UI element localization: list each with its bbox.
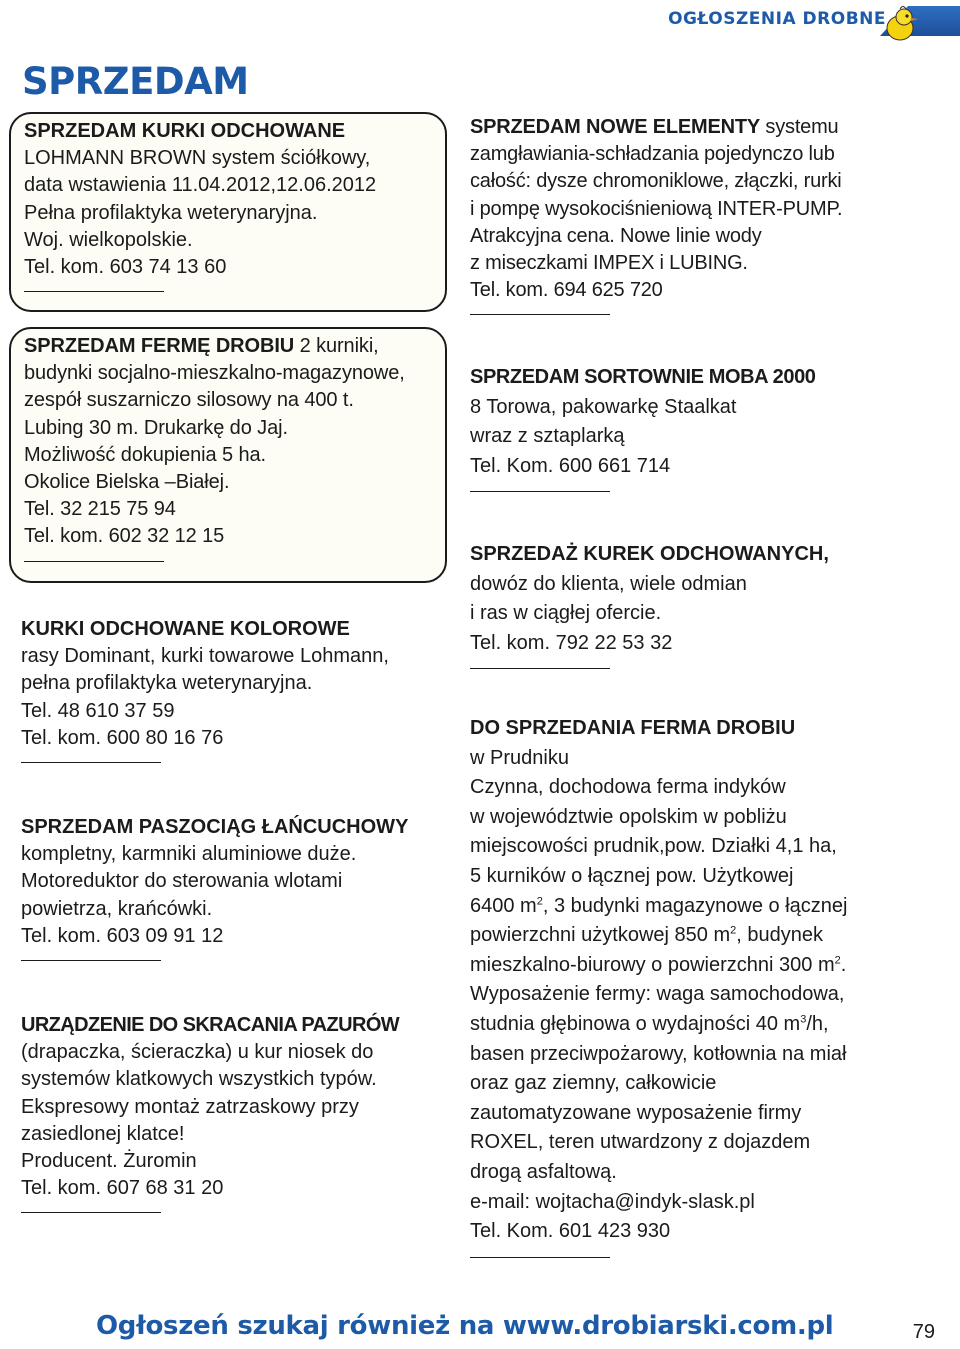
- area-text: mieszkalno-biurowy o powierzchni 300 m: [470, 953, 835, 976]
- ad-line: zautomatyzowane wyposażenie firmy: [470, 1101, 802, 1124]
- divider: [24, 291, 164, 292]
- area-text: , budynek: [736, 924, 823, 947]
- ad-phone: Tel. 32 215 75 94: [24, 498, 176, 521]
- ad-line: całość: dysze chromoniklowe, złączki, rurki: [470, 170, 842, 193]
- ad-phone: Tel. Kom. 601 423 930: [470, 1220, 671, 1243]
- ad-line: rasy Dominant, kurki towarowe Lohmann,: [21, 645, 389, 668]
- ad-phone: Tel. kom. 607 68 31 20: [21, 1177, 224, 1200]
- ad-line: zasiedlonej klatce!: [21, 1122, 185, 1145]
- ad-line: drogą asfaltową.: [470, 1160, 617, 1183]
- divider: [21, 762, 161, 763]
- ad-pazury: [21, 1012, 446, 1213]
- ad-ferma-prudnik: [470, 714, 940, 1258]
- ad-kurki-odchowane: [9, 112, 447, 312]
- divider: [470, 314, 610, 315]
- ad-title: KURKI ODCHOWANE KOLOROWE: [21, 618, 350, 640]
- ad-line: Pełna profilaktyka weterynaryjna.: [24, 201, 318, 224]
- area-sup: 2: [536, 894, 543, 907]
- ad-phone: Tel. 48 610 37 59: [21, 699, 175, 722]
- ad-phone: Tel. kom. 600 80 16 76: [21, 726, 224, 749]
- ad-phone: Tel. kom. 602 32 12 15: [24, 525, 225, 548]
- ad-line: wraz z sztaplarką: [470, 425, 625, 448]
- ad-line: Ekspresowy montaż zatrzaskowy przy: [21, 1095, 359, 1118]
- ad-line: Wyposażenie fermy: waga samochodowa,: [470, 983, 845, 1006]
- ad-line: systemów klatkowych wszystkich typów.: [21, 1068, 377, 1091]
- divider: [470, 491, 610, 492]
- ad-line: pełna profilaktyka weterynaryjna.: [21, 672, 313, 695]
- ad-nowe-elementy: [470, 114, 940, 315]
- ad-line: Atrakcyjna cena. Nowe linie wody: [470, 224, 762, 247]
- ad-line: w Prudniku: [470, 746, 569, 769]
- ad-line: budynki socjalno-mieszkalno-magazynowe,: [24, 362, 405, 385]
- ad-line: zamgławiania-schładzania pojedynczo lub: [470, 143, 835, 166]
- ad-kurki-kolorowe: [21, 616, 446, 763]
- header-label: OGŁOSZENIA DROBNE: [668, 9, 886, 29]
- area-sup: 2: [834, 954, 841, 967]
- ad-line: i pompę wysokociśnieniową INTER-PUMP.: [470, 197, 843, 220]
- ad-line: basen przeciwpożarowy, kotłownia na miał: [470, 1042, 847, 1065]
- ad-title-rest: systemu: [760, 116, 839, 138]
- ad-email[interactable]: e-mail: wojtacha@indyk-slask.pl: [470, 1190, 755, 1213]
- area-text: , 3 budynki magazynowe o łącznej: [542, 894, 848, 917]
- ad-title: SPRZEDAM FERMĘ DROBIU: [24, 335, 295, 357]
- ad-line: powietrza, krańcówki.: [21, 897, 213, 920]
- ad-title: SPRZEDAM KURKI ODCHOWANE: [24, 120, 346, 142]
- ad-line: z miseczkami IMPEX i LUBING.: [470, 252, 748, 275]
- ad-phone: Tel. kom. 694 625 720: [470, 279, 663, 302]
- ad-phone: Tel. kom. 603 74 13 60: [24, 256, 227, 279]
- chick-icon: [882, 4, 922, 44]
- ad-title-line: [470, 114, 940, 141]
- ad-line: ROXEL, teren utwardzony z dojazdem: [470, 1131, 811, 1154]
- area-text: powierzchni użytkowej 850 m: [470, 924, 731, 947]
- ad-line: Lubing 30 m. Drukarkę do Jaj.: [24, 416, 288, 439]
- ad-phone: Tel. kom. 603 09 91 12: [21, 924, 224, 947]
- area-text: 6400 m: [470, 894, 537, 917]
- ad-line: zespół suszarniczo silosowy na 400 t.: [24, 389, 354, 412]
- ad-line: i ras w ciągłej ofercie.: [470, 602, 662, 625]
- section-title: SPRZEDAM: [22, 60, 249, 103]
- capacity-text: studnia głębinowa o wydajności 40 m: [470, 1012, 801, 1035]
- ad-line: Producent. Żuromin: [21, 1150, 197, 1173]
- ad-line: w województwie opolskim w pobliżu: [470, 805, 787, 828]
- area-text: .: [840, 953, 847, 976]
- ad-line: kompletny, karmniki aluminiowe duże.: [21, 843, 357, 866]
- capacity-text: /h,: [806, 1012, 829, 1035]
- ad-line: Woj. wielkopolskie.: [24, 228, 193, 251]
- ad-phone: Tel. Kom. 600 661 714: [470, 454, 671, 477]
- ad-paszociag: [21, 814, 446, 961]
- ad-kurek-odchowanych: [470, 540, 940, 669]
- ad-line: [470, 951, 940, 981]
- page-number: 79: [912, 1321, 935, 1343]
- ad-line: Okolice Bielska –Białej.: [24, 471, 230, 494]
- footer-link-text[interactable]: Ogłoszeń szukaj również na www.drobiarski.com.pl: [96, 1311, 834, 1341]
- ad-phone: Tel. kom. 792 22 53 32: [470, 631, 673, 654]
- ad-title: URZĄDZENIE DO SKRACANIA PAZURÓW: [21, 1014, 400, 1036]
- ad-line: [470, 1010, 940, 1040]
- ad-title: DO SPRZEDANIA FERMA DROBIU: [470, 717, 796, 739]
- ad-line: (drapaczka, ścieraczka) u kur niosek do: [21, 1041, 374, 1064]
- ad-line: [470, 921, 940, 951]
- ad-line: [470, 892, 940, 922]
- ad-ferma-drobiu: [9, 327, 447, 583]
- ad-title: SPRZEDAM SORTOWNIE MOBA 2000: [470, 366, 816, 388]
- ad-line: Możliwość dokupienia 5 ha.: [24, 443, 266, 466]
- ad-title: SPRZEDAM NOWE ELEMENTY: [470, 116, 761, 138]
- ad-sortownie: [470, 363, 940, 492]
- divider: [470, 1257, 610, 1258]
- ad-line: oraz gaz ziemny, całkowicie: [470, 1072, 717, 1095]
- ad-title: SPRZEDAM PASZOCIĄG ŁAŃCUCHOWY: [21, 816, 409, 838]
- divider: [21, 960, 161, 961]
- ad-title-rest: 2 kurniki,: [294, 335, 379, 357]
- ad-line: 5 kurników o łącznej pow. Użytkowej: [470, 864, 794, 887]
- ad-title: SPRZEDAŻ KUREK ODCHOWANYCH,: [470, 543, 829, 565]
- ad-line: miejscowości prudnik,pow. Działki 4,1 ha,: [470, 835, 837, 858]
- ad-line: Czynna, dochodowa ferma indyków: [470, 776, 786, 799]
- ad-title-line: [24, 333, 435, 360]
- divider: [470, 668, 610, 669]
- ad-line: Motoreduktor do sterowania wlotami: [21, 870, 343, 893]
- area-sup: 2: [730, 924, 737, 937]
- divider: [21, 1212, 161, 1213]
- divider: [24, 561, 164, 562]
- ad-line: dowóz do klienta, wiele odmian: [470, 572, 747, 595]
- capacity-sup: 3: [800, 1013, 807, 1026]
- ad-line: LOHMANN BROWN system ściółkowy,: [24, 147, 371, 170]
- ad-line: data wstawienia 11.04.2012,12.06.2012: [24, 174, 377, 197]
- ad-line: 8 Torowa, pakowarkę Staalkat: [470, 395, 737, 418]
